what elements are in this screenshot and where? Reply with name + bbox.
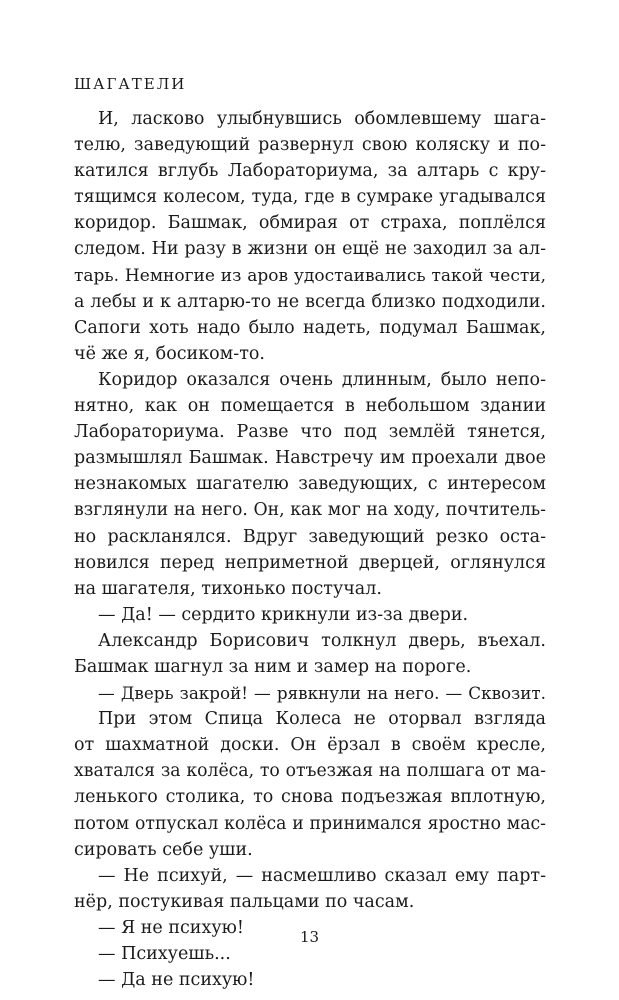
text-line: Башмак шагнул за ним и замер на пороге. [74,656,472,677]
text-line: — Да не психую! [98,970,255,991]
text-line: коридор. Башмак, обмирая от страха, поплёлся [74,213,546,234]
text-line: тящимся колесом, туда, где в сумраке угадывался [74,187,546,208]
text-line: а лебы и к алтарю-то не всегда близко подходили. [74,291,546,312]
text-line: И, ласково улыбнувшись обомлевшему шага- [98,109,546,129]
body-text [74,106,546,993]
text-line: нятно, как он помещается в небольшом здании [74,396,546,417]
text-line: но раскланялся. Вдруг заведующий резко оста- [74,526,546,547]
text-line: Лабораториума. Разве что под землёй тянется, [74,422,546,443]
text-line: — Не психуй, — насмешливо сказал ему парт- [98,865,546,886]
text-line: размышлял Башмак. Навстречу им проехали двое [74,448,546,469]
text-line: от шахматной доски. Он ёрзал в своём кресле, [74,735,546,756]
text-line: нёр, постукивая пальцами по часам. [74,891,415,912]
text-line: При этом Спица Колеса не оторвал взгляда [98,709,546,730]
text-line: тарь. Немногие из аров удостаивались такой чести, [74,265,546,286]
text-line: — Да! — сердито крикнули из-за двери. [98,604,469,625]
text-line: чё же я, босиком-то. [74,343,265,364]
text-line: — Психуешь... [98,944,231,964]
text-line: хватался за колёса, то отъезжая на полшага от ма- [74,761,546,782]
text-line: новился перед неприметной дверцей, оглянулся [74,552,546,573]
text-line: ленького столика, то снова подъезжая вплотную, [74,787,546,808]
text-line: незнакомых шагателю заведующих, с интересом [74,474,546,495]
running-head: ШАГАТЕЛИ [74,75,187,93]
text-line: следом. Ни разу в жизни он ещё не заходил за ал- [74,239,546,260]
text-line: на шагателя, тихонько постучал. [74,578,382,599]
text-line: сировать себе уши. [74,839,253,860]
text-line: взглянули на него. Он, как мог на ходу, почтитель- [74,500,546,521]
text-line: потом отпускал колёса и принимался яростно мас- [74,813,546,834]
page-number: 13 [299,928,320,946]
text-line: — Дверь закрой! — рявкнули на него. — Сквозит. [98,683,546,704]
text-line: Сапоги хоть надо было надеть, подумал Башмак, [74,317,546,338]
text-line: телю, заведующий развернул свою коляску и по- [74,135,546,156]
text-line: — Я не психую! [98,917,244,938]
text-line: Коридор оказался очень длинным, было непо- [98,369,546,390]
text-line: Александр Борисович толкнул дверь, въехал. [98,630,546,651]
text-line: катился вглубь Лабораториума, за алтарь с кру- [74,161,546,182]
